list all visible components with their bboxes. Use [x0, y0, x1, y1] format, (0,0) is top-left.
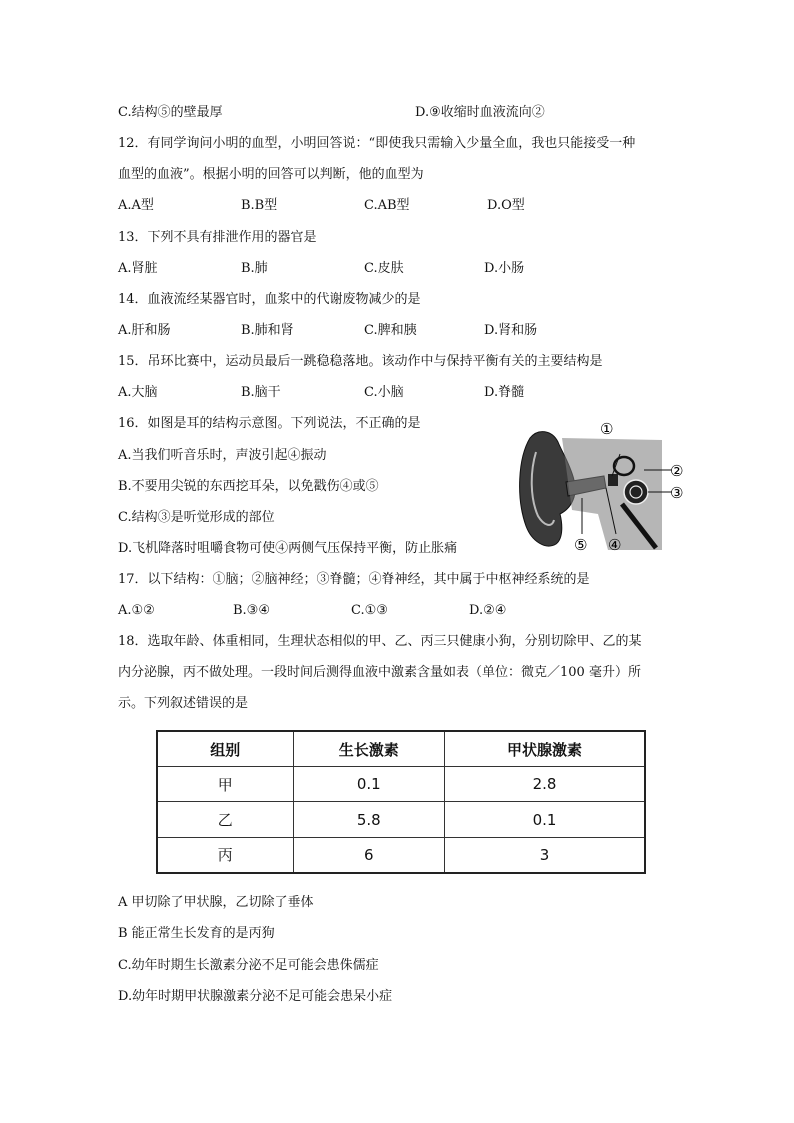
label-3: ③ — [670, 484, 684, 502]
cochlea-shape — [624, 480, 648, 504]
q16-option-a: A.当我们听音乐时，声波引起④振动 — [118, 448, 327, 463]
label-1: ① — [600, 420, 614, 438]
table-cell: 2.8 — [444, 767, 645, 802]
q18-option-d: D.幼年时期甲状腺激素分泌不足可能会患呆小症 — [118, 989, 393, 1004]
q15-stem: 15．吊环比赛中，运动员最后一跳稳稳落地。该动作中与保持平衡有关的主要结构是 — [118, 354, 603, 369]
table-row — [157, 837, 645, 873]
q14-stem: 14．血液流经某器官时，血浆中的代谢废物减少的是 — [118, 292, 421, 307]
q12-stem-line1: 12．有同学询问小明的血型，小明回答说：“即使我只需输入少量全血，我也只能接受一种 — [118, 136, 636, 151]
q14-option-b: B.肺和肾 — [241, 323, 294, 338]
q13-option-b: B.肺 — [241, 261, 268, 276]
q16-stem: 16．如图是耳的结构示意图。下列说法，不正确的是 — [118, 416, 421, 431]
q14-option-c: C.脾和胰 — [364, 323, 417, 338]
q18-stem-line2: 内分泌腺，丙不做处理。一段时间后测得血液中激素含量如表（单位：微克／100 毫升）所 — [118, 665, 641, 680]
q12-option-c: C.AB型 — [364, 198, 410, 213]
q13-stem: 13．下列不具有排泄作用的器官是 — [118, 230, 317, 245]
q16-option-c: C.结构③是听觉形成的部位 — [118, 510, 275, 525]
ear-diagram-svg — [512, 418, 692, 558]
table-header-cell: 生长激素 — [293, 731, 444, 767]
q18-option-a: A 甲切除了甲状腺，乙切除了垂体 — [118, 895, 314, 910]
q15-option-d: D.脊髓 — [484, 385, 525, 400]
label-5: ⑤ — [574, 536, 588, 554]
q11-option-c: C.结构⑤的壁最厚 — [118, 105, 223, 120]
table-header-cell: 甲状腺激素 — [444, 731, 645, 767]
q11-option-d: D.⑨收缩时血液流向② — [415, 105, 545, 120]
hormone-table — [156, 730, 646, 874]
table-row — [157, 802, 645, 837]
q15-option-b: B.脑干 — [241, 385, 281, 400]
ossicles — [608, 474, 618, 486]
table-cell: 5.8 — [293, 802, 444, 837]
label-4: ④ — [608, 536, 622, 554]
label-2: ② — [670, 462, 684, 480]
q12-option-a: A.A型 — [118, 198, 154, 213]
q18-option-c: C.幼年时期生长激素分泌不足可能会患侏儒症 — [118, 958, 379, 973]
q15-option-c: C.小脑 — [364, 385, 404, 400]
q17-stem: 17．以下结构：①脑；②脑神经；③脊髓；④脊神经，其中属于中枢神经系统的是 — [118, 572, 590, 587]
table-header-row — [157, 731, 645, 767]
q18-stem-line3: 示。下列叙述错误的是 — [118, 696, 249, 711]
q14-option-d: D.肾和肠 — [484, 323, 538, 338]
q12-stem-line2: 血型的血液”。根据小明的回答可以判断，他的血型为 — [118, 167, 424, 182]
table-cell: 丙 — [157, 837, 293, 873]
table-cell: 3 — [444, 837, 645, 873]
table-header-cell: 组别 — [157, 731, 293, 767]
table-cell: 0.1 — [293, 767, 444, 802]
table-cell: 乙 — [157, 802, 293, 837]
q13-option-c: C.皮肤 — [364, 261, 404, 276]
q14-option-a: A.肝和肠 — [118, 323, 171, 338]
q12-option-d: D.O型 — [487, 198, 525, 213]
q18-option-b: B 能正常生长发育的是丙狗 — [118, 926, 275, 941]
table-cell: 0.1 — [444, 802, 645, 837]
q17-option-c: C.①③ — [351, 603, 388, 618]
table-row — [157, 767, 645, 802]
q17-option-b: B.③④ — [233, 603, 270, 618]
q16-option-b: B.不要用尖锐的东西挖耳朵，以免戳伤④或⑤ — [118, 479, 379, 494]
table-cell: 6 — [293, 837, 444, 873]
q17-option-d: D.②④ — [469, 603, 507, 618]
table-cell: 甲 — [157, 767, 293, 802]
ear-structure-diagram — [512, 418, 692, 558]
q15-option-a: A.大脑 — [118, 385, 158, 400]
q13-option-d: D.小肠 — [484, 261, 525, 276]
q18-stem-line1: 18．选取年龄、体重相同，生理状态相似的甲、乙、丙三只健康小狗，分别切除甲、乙的某 — [118, 634, 642, 649]
q12-option-b: B.B型 — [241, 198, 278, 213]
q16-option-d: D.飞机降落时咀嚼食物可使④两侧气压保持平衡，防止胀痛 — [118, 541, 458, 556]
q13-option-a: A.肾脏 — [118, 261, 158, 276]
q17-option-a: A.①② — [118, 603, 155, 618]
